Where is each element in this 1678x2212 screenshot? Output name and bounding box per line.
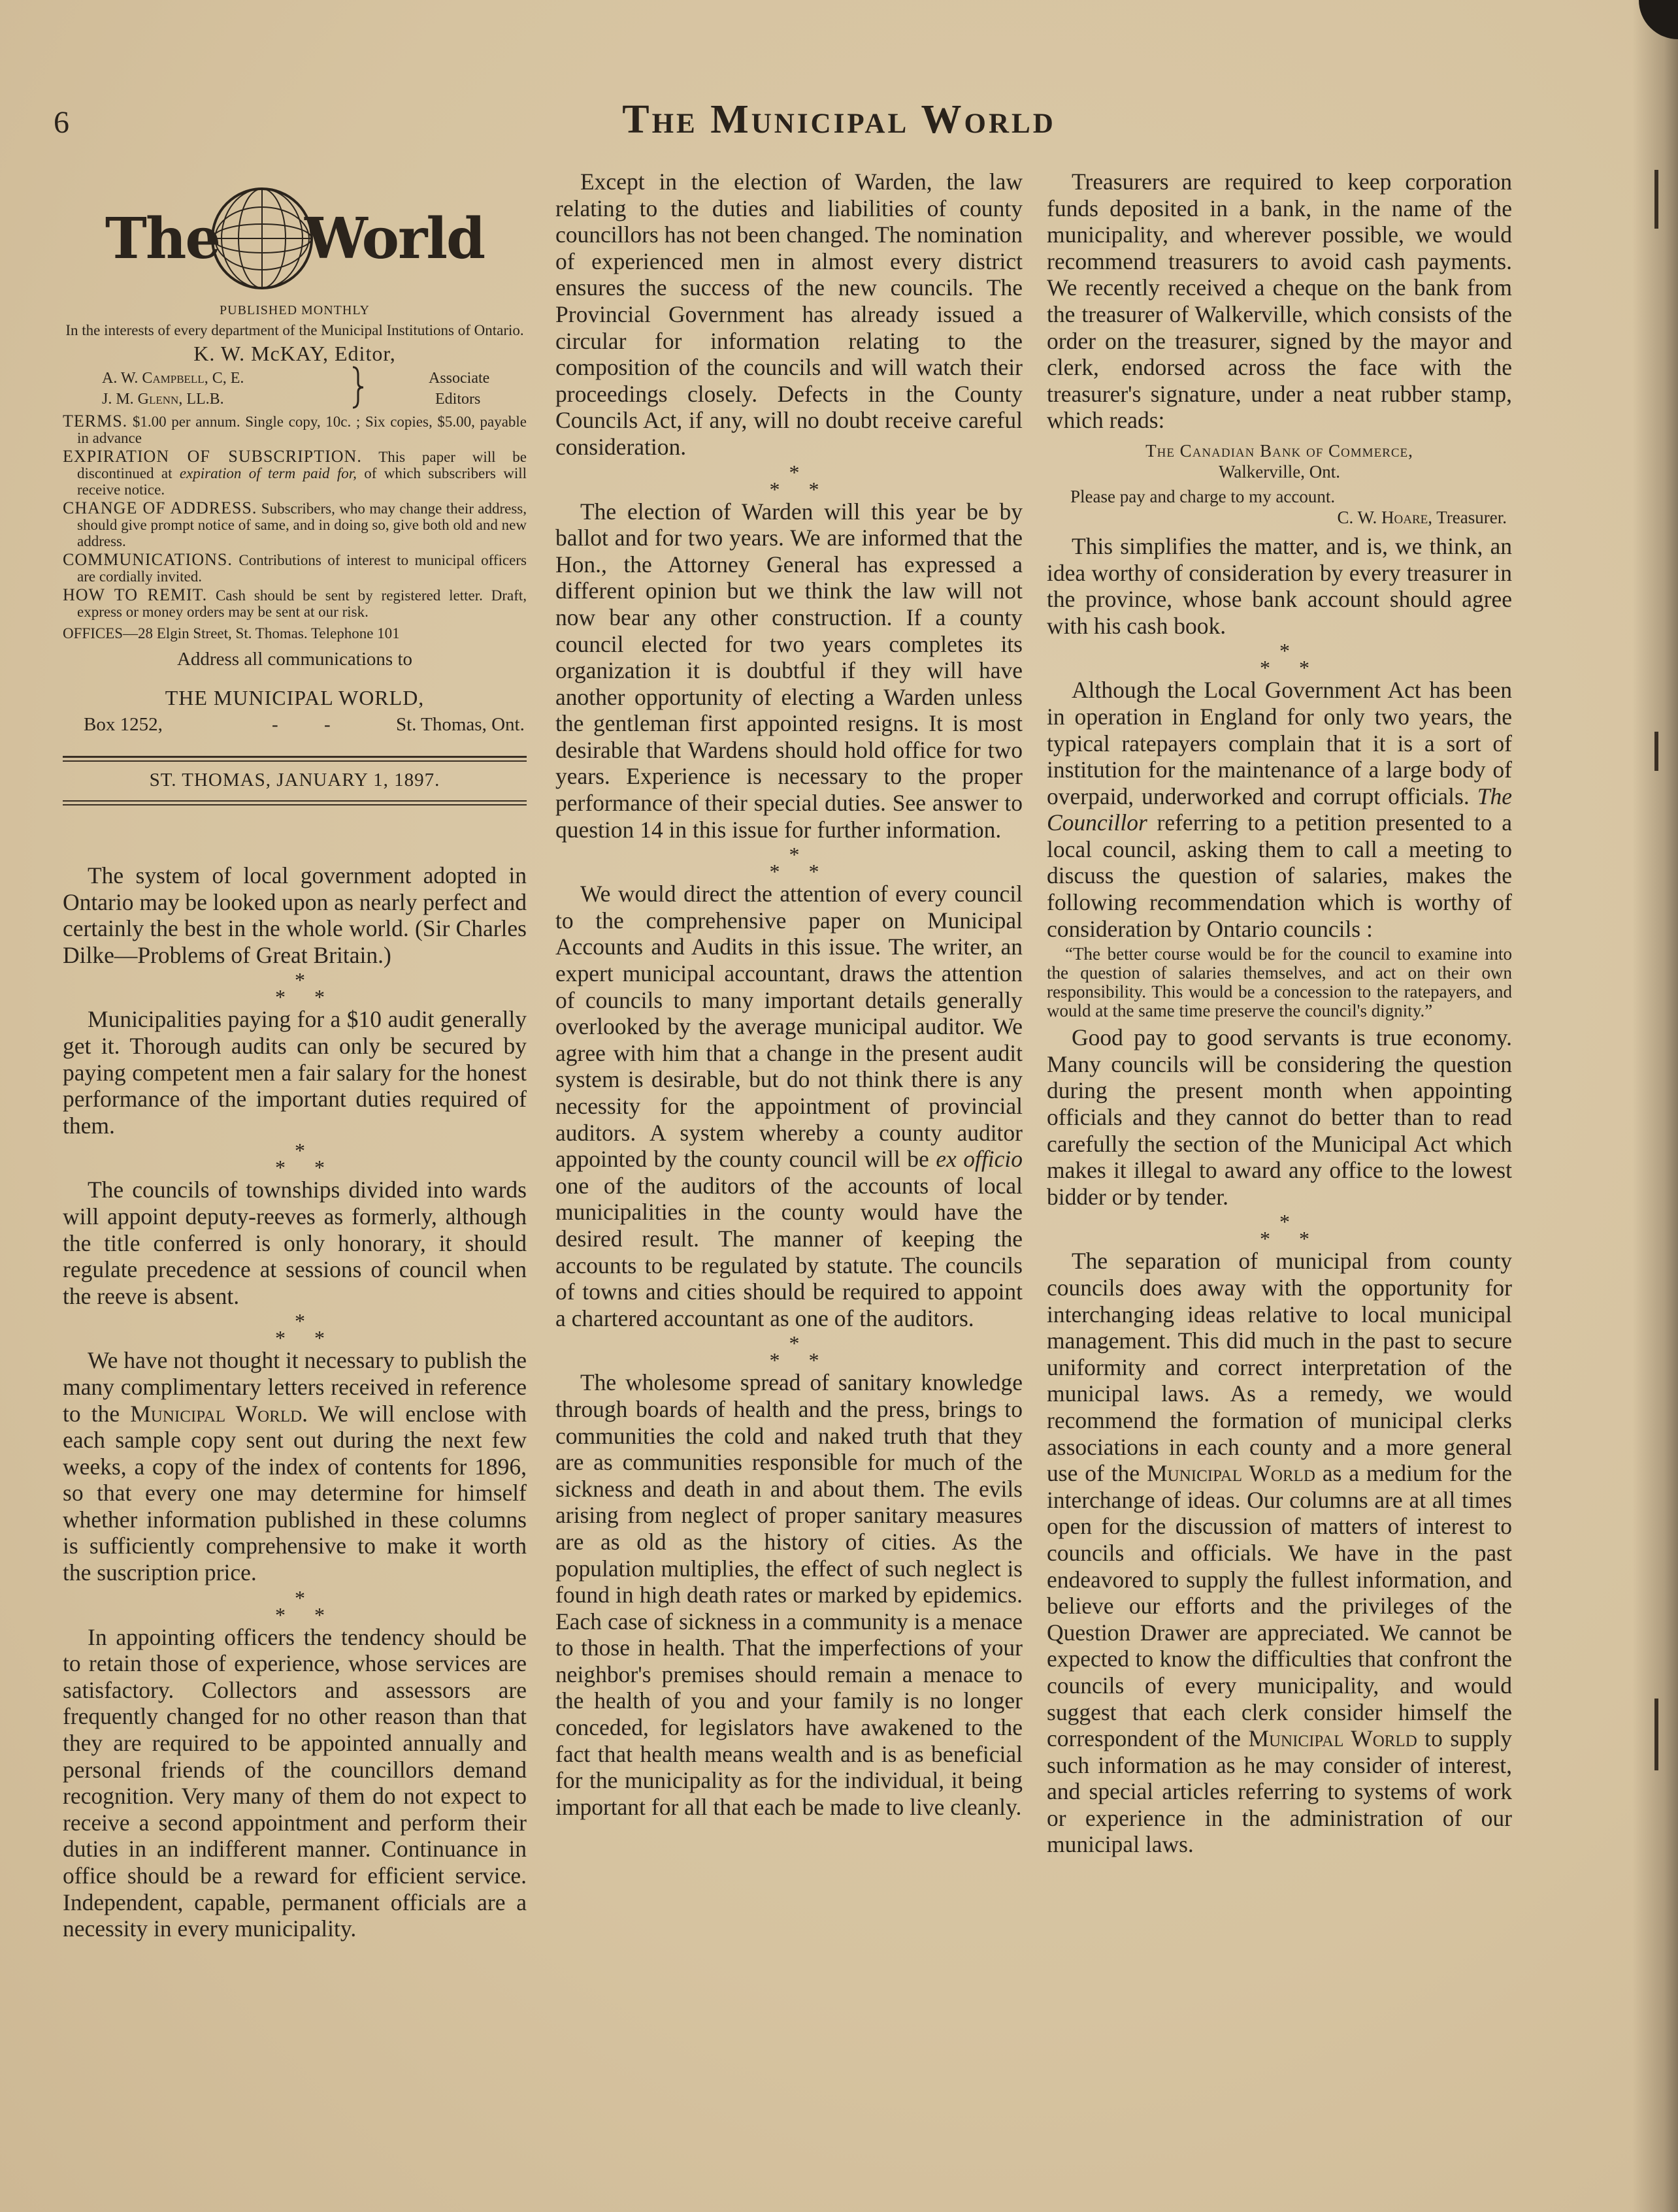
paragraph: Municipalities paying for a $10 audit generally get it. Thorough audits can only be secured by paying competent men a fair salary for the honest performance of the important duties required of them. <box>63 1006 527 1139</box>
text-run: to supply such information as he may consider of interest, and special articles referring to systems of work or experience in the administration of our municipal laws. <box>1047 1725 1512 1858</box>
signatory-name: Hoare <box>1381 507 1428 527</box>
paragraph: The system of local government adopted in Ontario may be looked upon as nearly perfect and certainly the best in the whole world. (Sir Charles Dilke—Problems of Great Britain.) <box>63 862 527 968</box>
notice-body: of which subscribers will receive notice. <box>77 465 527 498</box>
page-number: 6 <box>54 105 69 140</box>
paper-name: THE MUNICIPAL WORLD, <box>165 686 425 709</box>
logo-word-left: The <box>105 205 220 272</box>
asterisk-icon: * <box>1279 639 1290 663</box>
notice-heading: COMMUNICATIONS. <box>63 550 233 569</box>
notice-body: Contributions of interest to municipal officers are cordially invited. <box>77 552 527 585</box>
masthead-logo <box>63 176 527 301</box>
notice-body: This paper will be discontinued at <box>77 449 527 481</box>
column-2 <box>555 169 1023 1820</box>
brace-icon <box>344 366 370 409</box>
text-run: referring to a petition presented to a local council, asking them to call a meeting to discuss the question of salaries, makes the following recommendation which is worthy of consideration by Ontario councils : <box>1047 809 1512 942</box>
paragraph <box>1047 677 1512 942</box>
asterisk-icon: * <box>275 1156 286 1180</box>
section-separator <box>63 1139 527 1180</box>
emphasis: The Councillor <box>1047 783 1512 836</box>
asterisk-icon: * <box>275 985 286 1009</box>
paragraph <box>63 1347 527 1586</box>
paragraph <box>1047 1248 1512 1858</box>
asterisk-icon: * <box>769 860 780 884</box>
published-monthly: PUBLISHED MONTHLY <box>220 303 370 317</box>
text-run: We have not thought it necessary to publish the many complimentary letters received in reference to the <box>63 1347 527 1427</box>
divider <box>63 756 527 758</box>
notice-body: Subscribers, who may change their address, should give prompt notice of same, and in doing so, give both old and new address. <box>77 500 527 549</box>
editors-role: Editors <box>435 391 481 408</box>
paragraph: In appointing officers the tendency should be to retain those of experience, whose services are satisfactory. Collectors and assessors are frequently changed for no other reason than that they are required to be appointed annually and personal friends of the councillors demand recognition. Very many of them do not expect to receive a second appointment and perform their duties in an indifferent manner. Continuance in office should be a reward for efficient service. Independent, capable, permanent officials are a necessity in every municipality. <box>63 1623 527 1942</box>
text-run: The separation of municipal from county councils does away with the opportunity for interchanging ideas relative to local municipal management. This did much in the past to secure uniformity and correct interpretation of the municipal laws. As a remedy, we would recommend the formation of municipal clerks associations in each county and a more general use of the <box>1047 1248 1512 1487</box>
asterisk-icon: * <box>1260 1227 1270 1251</box>
block-quote <box>1047 945 1512 1020</box>
text-run: . We will enclose with each sample copy sent out during the next few weeks, a copy of the index of contents for 1896, so that every one may determine for himself whether information published in these columns is sufficiently comprehensive to make it worth the suscription price. <box>63 1400 527 1586</box>
offices-line: OFFICES—28 Elgin Street, St. Thomas. Telephone 101 <box>63 625 400 642</box>
expiration-notice <box>63 448 527 498</box>
terms-notice <box>63 413 527 446</box>
section-separator <box>555 1331 1023 1373</box>
asterisk-icon: * <box>1279 1210 1290 1234</box>
masthead-title: The Municipal World <box>622 97 1056 142</box>
asterisk-icon: * <box>789 843 800 867</box>
logo-word-right: World <box>304 205 485 272</box>
divider <box>63 804 527 805</box>
publication-name: Municipal World <box>1248 1725 1417 1752</box>
text-run: Although the Local Government Act has been in operation in England for only two years, the typical ratepayers complain that it is a sort of institution for the maintenance of a large body of overpaid, underworked and corrupt officials. <box>1047 677 1512 809</box>
asterisk-icon: * <box>295 1586 305 1610</box>
bank-signature <box>1047 507 1512 528</box>
paragraph: Good pay to good servants is true economy. Many councils will be considering the question during the present month when appointing officials and they cannot do better than to read carefully the section of the Municipal Act which makes it illegal to award any office to the lowest bidder or by tender. <box>1047 1024 1512 1210</box>
asterisk-icon: * <box>295 968 305 992</box>
publication-name: Municipal World <box>1147 1460 1315 1487</box>
section-separator <box>63 968 527 1009</box>
text-run: as a medium for the interchange of ideas. Our columns are at all times open for the discussion of matters of interest to councils and officials. We have in the past endeavored to supply the fullest information, and believe our efforts and the privileges of the Question Drawer are appreciated. We cannot be expected to know the difficulties that confront the councils of every municipality, and would suggest that each clerk consider himself the correspondent of the <box>1047 1460 1512 1752</box>
divider <box>63 800 527 802</box>
paragraph: The councils of townships divided into wards will appoint deputy-reeves as formerly, although the title conferred is only honorary, it should regulate precedence at sessions of council when the reeve is absent. <box>63 1177 527 1309</box>
box-number: Box 1252, <box>84 714 163 735</box>
paragraph: The wholesome spread of sanitary knowledge through boards of health and the press, brings to communities the cold and naked truth that they are as communities responsible for much of the sickness and death in and about them. The evils arising from neglect of proper sanitary measures are as old as the history of cities. As the population multiplies, the effect of such neglect is found in high death rates or marked by epidemics. Each case of sickness in a community is a menace to those in health. That the imperfections of your neighbor's premises should remain a menace to the health of you and your family is no longer conceded, for legislators have awakened to the fact that health means wealth and is as beneficial for the municipality as for the individual, it being important for all that each be made to live cleanly. <box>555 1369 1023 1820</box>
notice-heading: CHANGE OF ADDRESS. <box>63 498 257 517</box>
bank-stamp <box>1047 440 1512 528</box>
publication-name: Municipal World <box>130 1400 303 1427</box>
asterisk-icon: * <box>1299 1227 1309 1251</box>
address-instruction: Address all communications to <box>176 649 413 670</box>
section-separator <box>555 460 1023 501</box>
remit-notice <box>63 587 527 620</box>
asterisk-icon: * <box>314 1326 325 1350</box>
column-1 <box>63 862 527 1942</box>
notice-body: Cash should be sent by registered letter. Draft, express or money orders may be sent at our risk. <box>77 587 527 620</box>
separator: - <box>324 714 331 735</box>
notice-body: $1.00 per annum. Single copy, 10c. ; Six copies, $5.00, payable in advance <box>77 414 527 446</box>
associate-editor-name: A. W. Campbell, C, E. <box>102 370 244 387</box>
editor-line: K. W. McKAY, Editor, <box>193 342 396 365</box>
section-separator <box>63 1586 527 1627</box>
asterisk-icon: * <box>808 477 819 501</box>
notice-heading: HOW TO REMIT. <box>63 585 208 604</box>
asterisk-icon: * <box>769 1348 780 1373</box>
asterisk-icon: * <box>789 1331 800 1356</box>
asterisk-icon: * <box>295 1309 305 1333</box>
notice-heading: EXPIRATION OF SUBSCRIPTION. <box>63 447 362 466</box>
paragraph: This simplifies the matter, and is, we think, an idea worthy of consideration by every treasurer in the province, whose bank account should agree with his cash book. <box>1047 532 1512 639</box>
dateline: ST. THOMAS, JANUARY 1, 1897. <box>149 770 440 790</box>
separator: - <box>272 714 278 735</box>
binding-mark <box>1654 170 1658 229</box>
paragraph: The election of Warden will this year be by ballot and for two years. We are informed that the Hon., the Attorney General has expressed a different opinion but we think the law will not now bear any other construction. If a county council elected for two years completes its organization it is doubtful if they will have another opportunity of electing a Warden unless the gentleman first appointed resigns. It is most desirable that Wardens should hold office for two years. Experience is necessary to the proper performance of their special duties. See answer to question 14 in this issue for further information. <box>555 498 1023 843</box>
emphasis: ex officio <box>936 1146 1023 1173</box>
asterisk-icon: * <box>275 1326 286 1350</box>
bank-location: Walkerville, Ont. <box>1218 461 1341 481</box>
paragraph: Treasurers are required to keep corporation funds deposited in a bank, in the name of the municipality, and wherever possible, we would recommend treasurers to avoid cash payments. We recently received a cheque on the bank from the treasurer of Walkerville, which consists of the order on the treasurer, signed by the mayor and clerk, endorsed across the face with the treasurer's signature, under a neat rubber stamp, which reads: <box>1047 169 1512 434</box>
binding-mark <box>1654 732 1658 771</box>
asterisk-icon: * <box>314 1602 325 1627</box>
text-run: one of the auditors of the accounts of local municipalities in the county would have the desired result. The manner of keeping the accounts to be regulated by statute. The councils of towns and cities should be required to appoint a chartered accountant as one of the auditors. <box>555 1172 1023 1331</box>
text-run: C. W. <box>1337 507 1377 527</box>
change-address-notice <box>63 500 527 549</box>
associate-role: Associate <box>429 370 490 387</box>
section-separator <box>63 1309 527 1350</box>
asterisk-icon: * <box>295 1139 305 1163</box>
asterisk-icon: * <box>808 1348 819 1373</box>
city: St. Thomas, Ont. <box>396 714 525 735</box>
terms-notices <box>63 413 527 620</box>
section-separator <box>1047 1210 1512 1251</box>
notice-emphasis: expiration of term paid for, <box>179 465 357 481</box>
text-run: , Treasurer. <box>1428 507 1507 527</box>
publication-info-box <box>63 176 527 805</box>
paragraph: Except in the election of Warden, the law relating to the duties and liabilities of county councillors has not been changed. The nomination of experienced men in almost every district ensures the success of the new councils. The Provincial Government has already issued a circular for information relating to the composition of the councils and will watch their proceedings closely. Defects in the County Councils Act, if any, will no doubt receive careful consideration. <box>555 169 1023 460</box>
asterisk-icon: * <box>275 1602 286 1627</box>
asterisk-icon: * <box>1260 656 1270 680</box>
text-run: We would direct the attention of every council to the comprehensive paper on Municipal Accounts and Audits in this issue. The writer, an expert municipal accountant, draws the attention of councils to many important details generally overlooked by the average municipal auditor. We agree with him that a change in the present audit system is desirable, but do not think there is any necessity for the appointment of provincial auditors. A system whereby a county auditor appointed by the county council will be <box>555 881 1023 1173</box>
interest-statement: In the interests of every department of the Municipal Institutions of Ontario. <box>65 322 524 338</box>
communications-notice <box>63 551 527 585</box>
paragraph <box>555 881 1023 1331</box>
section-separator <box>555 843 1023 884</box>
bank-instruction: Please pay and charge to my account. <box>1070 486 1336 506</box>
asterisk-icon: * <box>769 477 780 501</box>
section-separator <box>1047 639 1512 680</box>
asterisk-icon: * <box>808 860 819 884</box>
associate-editor-name: J. M. Glenn, LL.B. <box>102 391 224 408</box>
notice-heading: TERMS. <box>63 412 128 431</box>
binding-mark <box>1654 1699 1658 1770</box>
bank-name: The Canadian Bank of Commerce, <box>1145 440 1413 461</box>
globe-icon <box>206 183 318 294</box>
asterisk-icon: * <box>789 460 800 484</box>
asterisk-icon: * <box>1299 656 1309 680</box>
column-3 <box>1047 169 1512 1858</box>
asterisk-icon: * <box>314 1156 325 1180</box>
associate-editors <box>63 366 527 412</box>
asterisk-icon: * <box>314 985 325 1009</box>
mailing-address <box>63 714 527 744</box>
quote-text: “The better course would be for the council to examine into the question of salaries themselves, and act on their own responsibility. This would be a concession to the ratepayers, and would at the same time preserve the council's dignity.” <box>1047 944 1512 1021</box>
page-edge-shadow <box>1632 0 1678 2212</box>
